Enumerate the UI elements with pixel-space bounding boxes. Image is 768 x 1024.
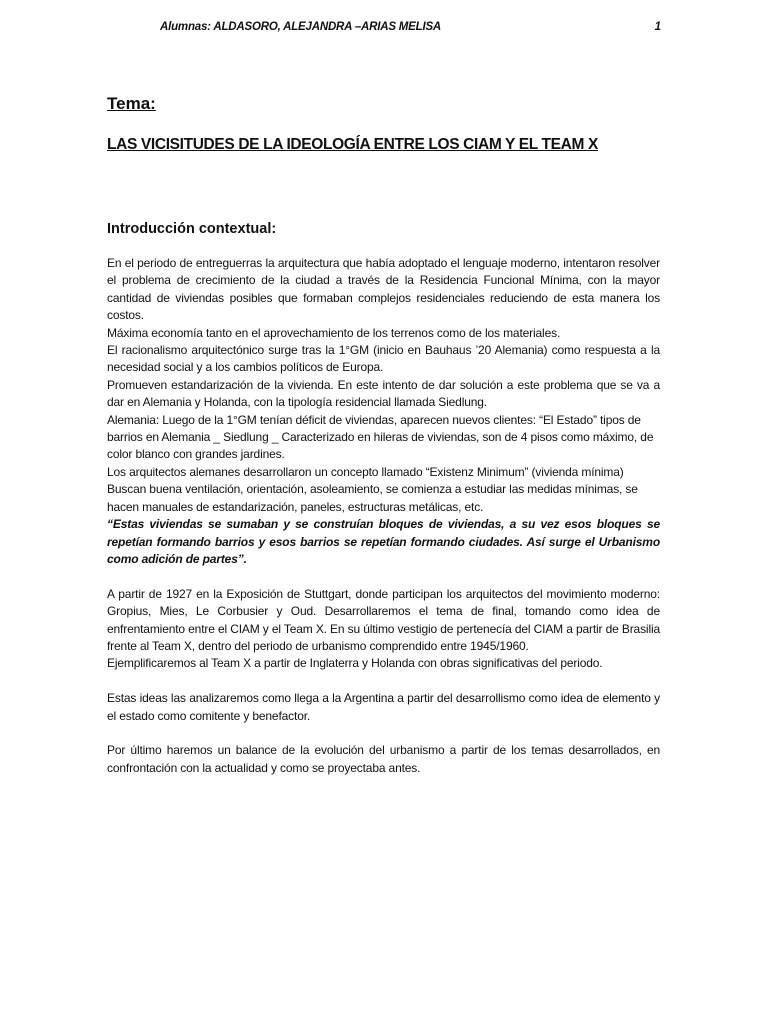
page-number: 1: [654, 21, 661, 33]
document-title: LAS VICISITUDES DE LA IDEOLOGÍA ENTRE LOS CIAM Y EL TEAM X: [107, 136, 598, 153]
paragraph-spacer: [107, 568, 660, 585]
body-text: [107, 255, 660, 777]
paragraph: Máxima economía tanto en el aprovechamiento de los terrenos como de los materiales.: [107, 325, 561, 340]
tema-label: Tema:: [107, 94, 156, 113]
paragraph: Promueven estandarización de la vivienda. En este intento de dar solución a este problema que se va a dar en Alemania y Holanda, con la tipología residencial llamada Siedlung.: [107, 377, 660, 410]
paragraph: Ejemplificaremos al Team X a partir de Inglaterra y Holanda con obras significativas del periodo.: [107, 656, 603, 671]
paragraph: En el periodo de entreguerras la arquitectura que había adoptado el lenguaje moderno, intentaron resolver el problema de crecimiento de la ciudad a través de la Residencia Funcional Mínima, con la mayor cantidad de viviendas posibles que formaban complejos residenciales reduciendo de esta manera los costos.: [107, 256, 660, 323]
quote-paragraph: “Estas viviendas se sumaban y se construían bloques de viviendas, a su vez esos bloques se repetían formando barrios y esos barrios se repetían formando ciudades. Así surge el Urbanismo como adición de partes”.: [107, 517, 660, 566]
paragraph: Estas ideas las analizaremos como llega a la Argentina a partir del desarrollismo como idea de elemento y el estado como comitente y benefactor.: [107, 691, 660, 723]
paragraph: Alemania: Luego de la 1°GM tenían déficit de viviendas, aparecen nuevos clientes: “El Estado” tipos de barrios en Alemania _ Siedlung _ Caracterizado en hileras de viviendas, son de 4 pisos como máximo, de color blanco con grandes jardines.: [107, 412, 654, 462]
paragraph-spacer: [107, 673, 660, 690]
paragraph-spacer: [107, 725, 660, 742]
paragraph: Los arquitectos alemanes desarrollaron un concepto llamado “Existenz Minimum” (vivienda mínima) Buscan buena ventilación, orientación, asoleamiento, se comienza a estudiar las medidas mínimas, se hacen manuales de estandarización, paneles, estructuras metálicas, etc.: [107, 464, 638, 514]
paragraph: El racionalismo arquitectónico surge tras la 1°GM (inicio en Bauhaus ’20 Alemania) como respuesta a la necesidad social y a los cambios políticos de Europa.: [107, 343, 660, 375]
page-header: [160, 19, 661, 35]
header-authors: Alumnas: ALDASORO, ALEJANDRA –ARIAS MELISA: [160, 21, 442, 33]
section-heading: Introducción contextual:: [107, 221, 277, 237]
paragraph: Por último haremos un balance de la evolución del urbanismo a partir de los temas desarrollados, en confrontación con la actualidad y como se proyectaba antes.: [107, 743, 660, 775]
paragraph: A partir de 1927 en la Exposición de Stuttgart, donde participan los arquitectos del movimiento moderno: Gropius, Mies, Le Corbusier y Oud. Desarrollaremos el tema de final, tomando como idea de enfrentamiento entre el CIAM y el Team X. En su último vestigio de pertenecía del CIAM a partir de Brasilia frente al Team X, dentro del periodo de urbanismo comprendido entre 1945/1960.: [107, 586, 660, 653]
